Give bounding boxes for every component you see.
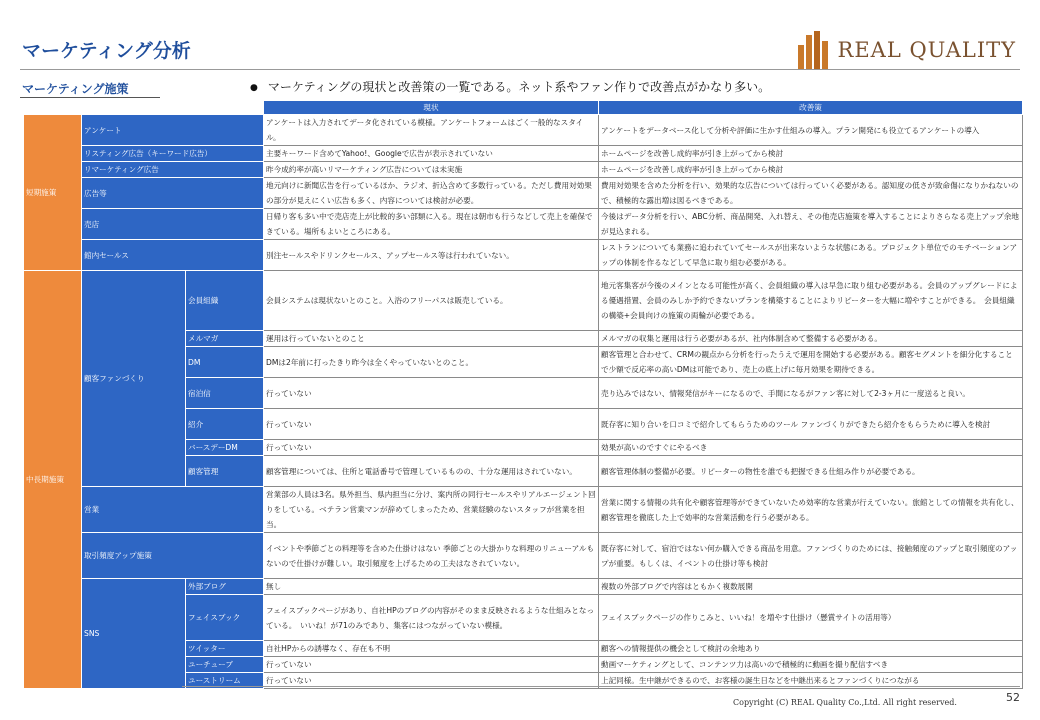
row-current: 主要キーワード含めてYahoo!、Googleで広告が表示されていない [264,146,599,162]
row-current: 自社HPからの誘導なく、存在も不明 [264,641,599,657]
copyright-text: Copyright (C) REAL Quality Co.,Ltd. All right reserved. [733,698,957,707]
row-current: 営業部の人員は3名。県外担当、県内担当に分け、案内所の同行セールスやリアルエージェント回りをしている。ベテラン営業マンが辞めてしまったため、営業経験のないスタッフが営業を担当。 [264,487,599,533]
row-item: 外部ブログ [186,579,264,595]
row-improve: フェイスブックページの作りこみと、いいね！を増やす仕掛け（懸賞サイトの活用等） [599,595,1023,641]
row-current: フェイスブックページがあり、自社HPのブログの内容がそのまま反映されるような仕組みとなっている。 いいね！が71のみであり、集客にはつながっていない模様。 [264,595,599,641]
section-subtitle: マーケティング施策 [22,82,129,96]
row-current: 行っていない [264,657,599,673]
marketing-table [23,100,1023,689]
table-row [24,209,1023,240]
row-improve: 今後はデータ分析を行い、ABC分析、商品開発、入れ替え、その他売店施策を導入することによりさらなる売上アップ余地が見込まれる。 [599,209,1023,240]
row-item: 売店 [82,209,264,240]
summary-bullet: ● マーケティングの現状と改善策の一覧である。ネット系やファン作りで改善点がかなり多い。 [250,78,770,95]
row-item: 宿泊信 [186,378,264,409]
row-item: 館内セールス [82,240,264,271]
page-title: マーケティング分析 [22,40,191,62]
row-current: 運用は行っていないとのこと [264,331,599,347]
company-logo [796,30,1016,70]
row-current: 別注セールスやドリンクセールス、アップセールス等は行われていない。 [264,240,599,271]
row-improve: 複数の外部ブログで内容はともかく複数展開 [599,579,1023,595]
row-current: 行っていない [264,378,599,409]
table-row [24,240,1023,271]
table-row [24,487,1023,533]
row-item: リマーケティング広告 [82,162,264,178]
table-row [24,178,1023,209]
group-fan: 顧客ファンづくり [82,271,186,487]
row-item: ツイッター [186,641,264,657]
table-row [24,579,1023,595]
row-item: 顧客管理 [186,456,264,487]
row-improve: ホームページを改善し成約率が引き上がってから検討 [599,146,1023,162]
row-item: バースデーDM [186,440,264,456]
table-row [24,271,1023,331]
group-sns: SNS [82,579,186,689]
row-current: 日帰り客も多い中で売店売上が比較的多い部類に入る。現在は朝市も行うなどして売上を確保できている。場所もよいところにある。 [264,209,599,240]
row-item: ユーストリーム [186,673,264,689]
row-current: 行っていない [264,409,599,440]
row-current: 行っていない [264,673,599,689]
page-number: 52 [1006,691,1020,704]
row-item: 営業 [82,487,264,533]
row-item: 紹介 [186,409,264,440]
row-item: ユーチューブ [186,657,264,673]
row-improve: メルマガの収集と運用は行う必要があるが、社内体制含めて整備する必要がある。 [599,331,1023,347]
subtitle-underline [20,97,160,98]
table-row [24,146,1023,162]
row-current: 地元向けに新聞広告を行っているほか、ラジオ、折込含めて多数行っている。ただし費用対効果の部分が見えにくい広告も多く、内容については検討が必要。 [264,178,599,209]
col-header-current: 現状 [264,101,599,115]
row-item: 広告等 [82,178,264,209]
row-improve: 動画マーケティングとして、コンテンツ力は高いので積極的に動画を撮り配信すべき [599,657,1023,673]
row-improve: 顧客管理体制の整備が必要。リピーターの物性を誰でも把握できる仕組み作りが必要である。 [599,456,1023,487]
row-improve: 費用対効果を含めた分析を行い、効果的な広告については行っていく必要がある。認知度の低さが致命傷になりかねないので、積極的な露出増は図るべきである。 [599,178,1023,209]
row-current: 顧客管理については、住所と電話番号で管理しているものの、十分な運用はされていない。 [264,456,599,487]
table-row [24,115,1023,146]
row-improve: 既存客に知り合いを口コミで紹介してもらうためのツール ファンづくりができたら紹介をもらうために導入を検討 [599,409,1023,440]
row-item: アンケート [82,115,264,146]
row-item: フェイスブック [186,595,264,641]
row-item: 会員組織 [186,271,264,331]
row-current: 会員システムは現状ないとのこと。入浴のフリーパスは販売している。 [264,271,599,331]
row-current: 無し [264,579,599,595]
row-current: DMは2年前に打ったきり昨今は全くやっていないとのこと。 [264,347,599,378]
header-divider [20,69,1020,70]
table-row [24,162,1023,178]
row-item: メルマガ [186,331,264,347]
col-header-improve: 改善策 [599,101,1023,115]
table-header-row [24,101,1023,115]
row-improve: 顧客管理と合わせて、CRMの観点から分析を行ったうえで運用を開始する必要がある。顧客セグメントを細分化することで少額で反応率の高いDMは可能であり、売上の底上げに毎月効果を期待できる。 [599,347,1023,378]
footer-divider [182,686,1020,687]
row-current: イベントや季節ごとの料理等を含めた仕掛けはない 季節ごとの大掛かりな料理のリニューアルもないので仕掛けが難しい。取引頻度を上げるための工夫はなされていない。 [264,533,599,579]
row-improve: ホームページを改善し成約率が引き上がってから検討 [599,162,1023,178]
row-current: 行っていない [264,440,599,456]
row-improve: 既存客に対して、宿泊ではない何か購入できる商品を用意。ファンづくりのためには、接触頻度のアップと取引頻度のアップが重要。もしくは、イベントの仕掛け等も検討 [599,533,1023,579]
row-item: 取引頻度アップ施策 [82,533,264,579]
row-item: DM [186,347,264,378]
row-improve: 地元客集客が今後のメインとなる可能性が高く、会員組織の導入は早急に取り組む必要がある。会員のアップグレードによる優遇措置、会員のみしか予約できないプランを構築することによりリピーターを大幅に増やすことができる。 会員組織の構築+会員向けの施策の両輪が必要である。 [599,271,1023,331]
category-mid-term: 中長期施策 [24,271,82,689]
row-improve: 効果が高いのですぐにやるべき [599,440,1023,456]
row-improve: 上記同様。生中継ができるので、お客様の誕生日などを中継出来るとファンづくりにつながる [599,673,1023,689]
row-current: 昨今成約率が高いリマーケティング広告については未実施 [264,162,599,178]
row-improve: 営業に関する情報の共有化や顧客管理等ができていないため効率的な営業が行えていない。旅館としての情報を共有化し、顧客管理を徹底した上で効率的な営業活動を行う必要がある。 [599,487,1023,533]
row-improve: 顧客への情報提供の機会として検討の余地あり [599,641,1023,657]
logo-text: REAL QUALITY [837,38,1016,62]
row-current: アンケートは入力されてデータ化されている模様。アンケートフォームはごく一般的なスタイル。 [264,115,599,146]
table-row [24,533,1023,579]
row-improve: アンケートをデータベース化して分析や評価に生かす仕組みの導入。プラン開発にも役立てるアンケートの導入 [599,115,1023,146]
row-improve: レストランについても業務に追われていてセールスが出来ないような状態にある。プロジェクト単位でのモチベーションアップの体制を作るなどして早急に取り組む必要がある。 [599,240,1023,271]
row-improve: 売り込みではない、情報発信がキーになるので、手間になるがファン客に対して2-3ヶ月に一度送ると良い。 [599,378,1023,409]
category-short-term: 短期施策 [24,115,82,271]
logo-mark-icon [796,31,832,69]
row-item: リスティング広告（キーワード広告） [82,146,264,162]
